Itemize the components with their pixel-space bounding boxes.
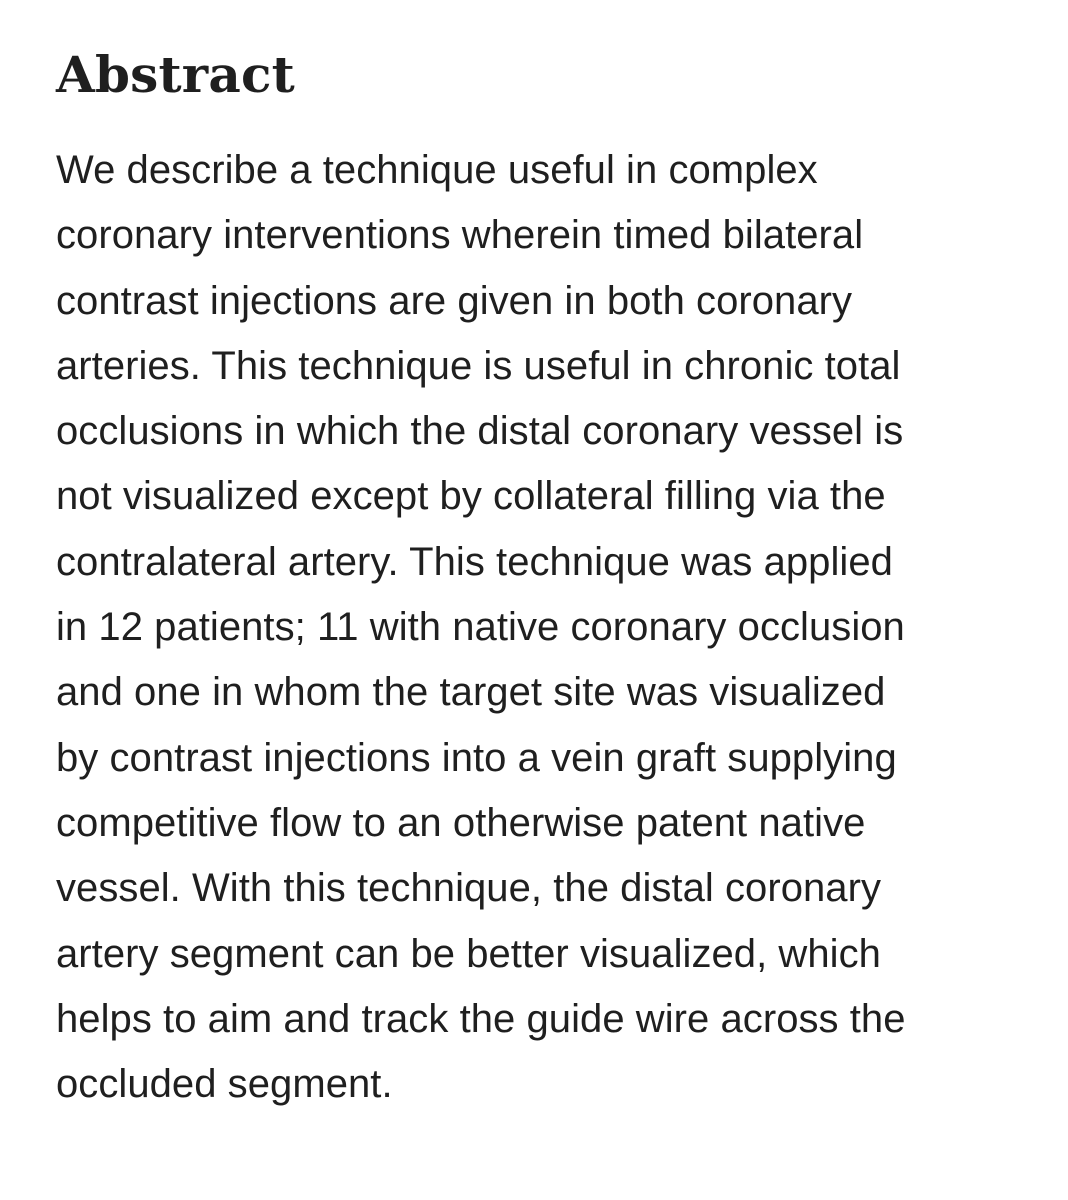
abstract-line: contralateral artery. This technique was applied: [56, 539, 893, 584]
abstract-line: competitive flow to an otherwise patent native: [56, 800, 866, 845]
abstract-heading: Abstract: [56, 45, 295, 104]
abstract-line: arteries. This technique is useful in chronic total: [56, 343, 901, 388]
abstract-line: artery segment can be better visualized, which: [56, 931, 881, 976]
abstract-line: We describe a technique useful in complex: [56, 148, 818, 192]
abstract-line: and one in whom the target site was visualized: [56, 670, 886, 715]
abstract-line: in 12 patients; 11 with native coronary occlusion: [56, 605, 905, 650]
abstract-section: [56, 40, 1016, 1117]
abstract-line: vessel. With this technique, the distal coronary: [56, 866, 882, 911]
abstract-line: contrast injections are given in both coronary: [56, 278, 853, 323]
abstract-body: [56, 138, 1016, 1117]
abstract-line: not visualized except by collateral filling via the: [56, 474, 886, 519]
abstract-line: helps to aim and track the guide wire across the: [56, 996, 906, 1041]
abstract-line: coronary interventions wherein timed bilateral: [56, 213, 864, 258]
abstract-line: by contrast injections into a vein graft supplying: [56, 735, 897, 780]
abstract-line: occluded segment.: [56, 1062, 393, 1107]
abstract-line: occlusions in which the distal coronary vessel is: [56, 409, 904, 454]
